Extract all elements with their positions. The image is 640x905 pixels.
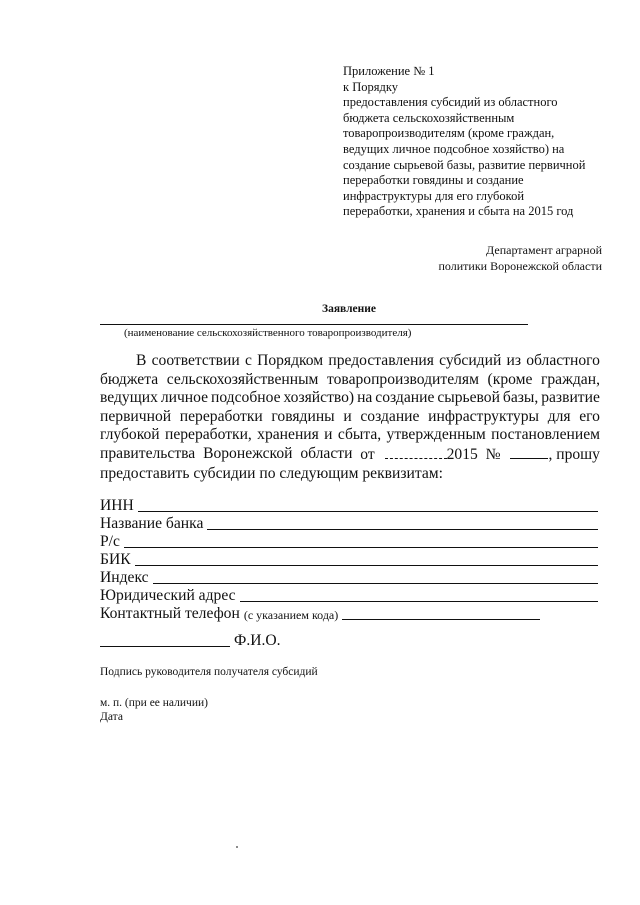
word: подсобное — [210, 389, 281, 407]
word: ведущих — [100, 389, 158, 407]
word: правительства — [100, 444, 196, 462]
department-block — [439, 242, 603, 274]
fio-label: Ф.И.О. — [234, 632, 281, 649]
phone-field — [100, 604, 540, 623]
word: областного — [526, 352, 600, 369]
index-label: Индекс — [100, 569, 149, 586]
bank-label: Название банка — [100, 515, 204, 532]
fio-block — [100, 632, 281, 650]
appendix-line: Приложение № 1 — [343, 64, 435, 78]
word: граждан, — [540, 370, 600, 388]
word: и — [343, 407, 352, 425]
department-line: Департамент аграрной — [486, 243, 602, 257]
word: , прошу — [548, 445, 600, 463]
bik-field — [100, 550, 598, 569]
address-field — [100, 586, 598, 605]
body-line — [100, 389, 600, 408]
inn-field — [100, 496, 598, 515]
body-line — [100, 352, 600, 371]
phone-label: Контактный телефон — [100, 605, 240, 622]
word: для — [547, 407, 571, 425]
appendix-line: переработки, хранения и сбыта на 2015 год — [343, 204, 574, 219]
word: из — [506, 352, 522, 369]
body-line — [100, 465, 600, 484]
applicant-name-caption: (наименование сельскохозяйственного товаропроизводителя) — [124, 327, 412, 339]
word: первичной — [100, 407, 172, 425]
stamp-note: м. п. (при ее наличии) — [100, 697, 208, 709]
index-field — [100, 568, 598, 587]
signature-note: Подпись руководителя получателя субсидий — [100, 666, 318, 678]
word: В — [136, 352, 147, 369]
word: соответствии — [151, 352, 240, 369]
date-group — [360, 445, 478, 465]
word: переработки, — [164, 426, 252, 444]
body-line — [100, 371, 600, 390]
word: инфраструктуры — [428, 407, 540, 425]
appendix-line: предоставления субсидий из областного — [343, 95, 558, 110]
inn-label: ИНН — [100, 497, 134, 514]
bank-field — [100, 514, 598, 533]
decree-date-blank[interactable] — [385, 445, 447, 459]
word: с — [244, 352, 252, 369]
body-line — [100, 445, 600, 465]
word: глубокой — [100, 426, 160, 444]
word: (кроме — [487, 370, 533, 388]
date-label: Дата — [100, 711, 123, 723]
index-input-line[interactable] — [153, 583, 598, 584]
bik-input-line[interactable] — [135, 565, 598, 566]
word: говядины — [271, 407, 335, 425]
department-line: политики Воронежской области — [438, 259, 602, 273]
word: хранения — [257, 426, 319, 444]
document-title: Заявление — [322, 303, 377, 315]
word: Воронежской — [203, 444, 293, 462]
account-label: Р/с — [100, 533, 120, 550]
word: на — [357, 389, 373, 407]
word: утвержденным — [386, 426, 486, 444]
decree-number-blank[interactable] — [510, 445, 548, 459]
appendix-line: переработки говядины и создание — [343, 173, 524, 188]
appendix-line: к Порядку — [343, 79, 398, 94]
word: базы, — [502, 389, 539, 407]
word: переработки — [179, 407, 263, 425]
phone-input-line[interactable] — [342, 619, 540, 620]
appendix-line: бюджета сельскохозяйственным — [343, 110, 515, 125]
word: от — [360, 445, 375, 463]
address-label: Юридический адрес — [100, 587, 236, 604]
word: предоставить субсидии по следующим реквизитам: — [100, 464, 443, 482]
word: № — [485, 445, 501, 463]
word: создание — [375, 389, 435, 407]
word: области — [300, 444, 353, 462]
word: бюджета — [100, 370, 159, 388]
word: предоставления — [328, 352, 434, 369]
appendix-line: товаропроизводителям (кроме граждан, — [343, 126, 555, 141]
account-input-line[interactable] — [124, 547, 598, 548]
phone-note: (с указанием кода) — [243, 608, 339, 622]
account-field — [100, 532, 598, 551]
body-line — [100, 408, 600, 427]
address-input-line[interactable] — [240, 601, 598, 602]
word: хозяйство) — [283, 389, 355, 407]
inn-input-line[interactable] — [138, 511, 598, 512]
word: личное — [160, 389, 209, 407]
word: сельскохозяйственным — [166, 370, 319, 388]
word: сырьевой — [437, 389, 500, 407]
number-group — [486, 445, 600, 465]
bik-label: БИК — [100, 551, 131, 568]
application-body — [100, 352, 600, 483]
word: товаропроизводителям — [327, 370, 479, 388]
body-line — [100, 426, 600, 445]
bank-input-line[interactable] — [207, 529, 598, 530]
decree-year: 2015 — [446, 445, 478, 463]
word: Порядком — [257, 352, 324, 369]
appendix-line: инфраструктуры для его глубокой — [343, 188, 525, 203]
scan-speck — [236, 846, 238, 848]
word: и — [324, 426, 333, 444]
applicant-name-line[interactable] — [100, 324, 528, 325]
word: сбыта, — [337, 426, 382, 444]
word: постановлением — [491, 426, 600, 444]
word: развитие — [541, 389, 600, 407]
appendix-line: создание сырьевой базы, развитие первичной — [343, 157, 586, 172]
signature-line[interactable] — [100, 646, 230, 647]
word: его — [579, 407, 600, 425]
appendix-block — [343, 64, 613, 220]
appendix-line: ведущих личное подсобное хозяйство) на — [343, 141, 565, 156]
word: субсидий — [439, 352, 502, 369]
word: создание — [360, 407, 420, 425]
